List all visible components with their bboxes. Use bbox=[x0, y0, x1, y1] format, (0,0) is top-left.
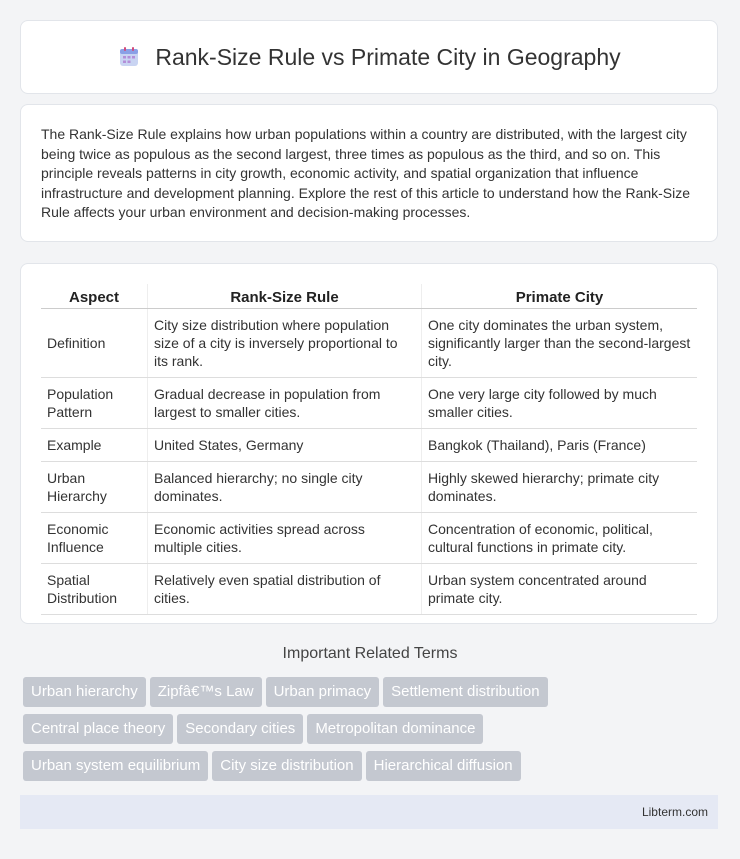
footer bbox=[20, 795, 718, 829]
primate-city-cell: Concentration of economic, political, cultural functions in primate city. bbox=[422, 513, 698, 564]
related-term-tag[interactable]: Settlement distribution bbox=[383, 677, 547, 707]
rank-size-cell: Economic activities spread across multiple cities. bbox=[148, 513, 422, 564]
rank-size-cell: Balanced hierarchy; no single city dominates. bbox=[148, 462, 422, 513]
rank-size-cell: Relatively even spatial distribution of cities. bbox=[148, 564, 422, 615]
related-term-tag[interactable]: Zipfâ€™s Law bbox=[150, 677, 262, 707]
calendar-icon bbox=[117, 45, 141, 69]
related-terms-list bbox=[23, 677, 723, 788]
primate-city-cell: Urban system concentrated around primate city. bbox=[422, 564, 698, 615]
related-term-tag[interactable]: Urban hierarchy bbox=[23, 677, 146, 707]
header-primate-city: Primate City bbox=[422, 284, 698, 309]
related-term-tag[interactable]: Urban primacy bbox=[266, 677, 380, 707]
aspect-cell: Economic Influence bbox=[41, 513, 148, 564]
related-term-tag[interactable]: Secondary cities bbox=[177, 714, 303, 744]
page-title: Rank-Size Rule vs Primate City in Geography bbox=[155, 43, 621, 70]
rank-size-cell: United States, Germany bbox=[148, 429, 422, 462]
table-row bbox=[41, 513, 697, 564]
rank-size-cell: City size distribution where population size of a city is inversely proportional to its rank. bbox=[148, 309, 422, 378]
related-term-tag[interactable]: Hierarchical diffusion bbox=[366, 751, 521, 781]
header-aspect: Aspect bbox=[41, 284, 148, 309]
footer-site-link[interactable]: Libterm.com bbox=[641, 805, 708, 819]
intro-card bbox=[20, 104, 718, 242]
primate-city-cell: One city dominates the urban system, significantly larger than the second-largest city. bbox=[422, 309, 698, 378]
related-terms-heading: Important Related Terms bbox=[282, 645, 458, 662]
intro-paragraph: The Rank-Size Rule explains how urban populations within a country are distributed, with the largest city being twice as populous as the second largest, three times as populous as the third, and so on. This principle reveals patterns in city growth, economic activity, and spatial organization that influence infrastructure and development planning. Explore the rest of this article to understand how the Rank-Size Rule affects your urban environment and decision-making processes. bbox=[41, 126, 691, 221]
table-row bbox=[41, 378, 697, 429]
rank-size-cell: Gradual decrease in population from largest to smaller cities. bbox=[148, 378, 422, 429]
primate-city-cell: Highly skewed hierarchy; primate city dominates. bbox=[422, 462, 698, 513]
table-row bbox=[41, 429, 697, 462]
comparison-table-card bbox=[20, 263, 718, 624]
related-term-tag[interactable]: Metropolitan dominance bbox=[307, 714, 483, 744]
aspect-cell: Example bbox=[41, 429, 148, 462]
header-card bbox=[20, 20, 718, 94]
primate-city-cell: Bangkok (Thailand), Paris (France) bbox=[422, 429, 698, 462]
aspect-cell: Spatial Distribution bbox=[41, 564, 148, 615]
table-header-row bbox=[41, 284, 697, 309]
aspect-cell: Population Pattern bbox=[41, 378, 148, 429]
aspect-cell: Urban Hierarchy bbox=[41, 462, 148, 513]
header-rank-size-rule: Rank-Size Rule bbox=[148, 284, 422, 309]
aspect-cell: Definition bbox=[41, 309, 148, 378]
table-row bbox=[41, 462, 697, 513]
table-row bbox=[41, 309, 697, 378]
comparison-table bbox=[41, 284, 697, 615]
related-term-tag[interactable]: Central place theory bbox=[23, 714, 173, 744]
related-term-tag[interactable]: City size distribution bbox=[212, 751, 361, 781]
table-row bbox=[41, 564, 697, 615]
primate-city-cell: One very large city followed by much smaller cities. bbox=[422, 378, 698, 429]
related-term-tag[interactable]: Urban system equilibrium bbox=[23, 751, 208, 781]
